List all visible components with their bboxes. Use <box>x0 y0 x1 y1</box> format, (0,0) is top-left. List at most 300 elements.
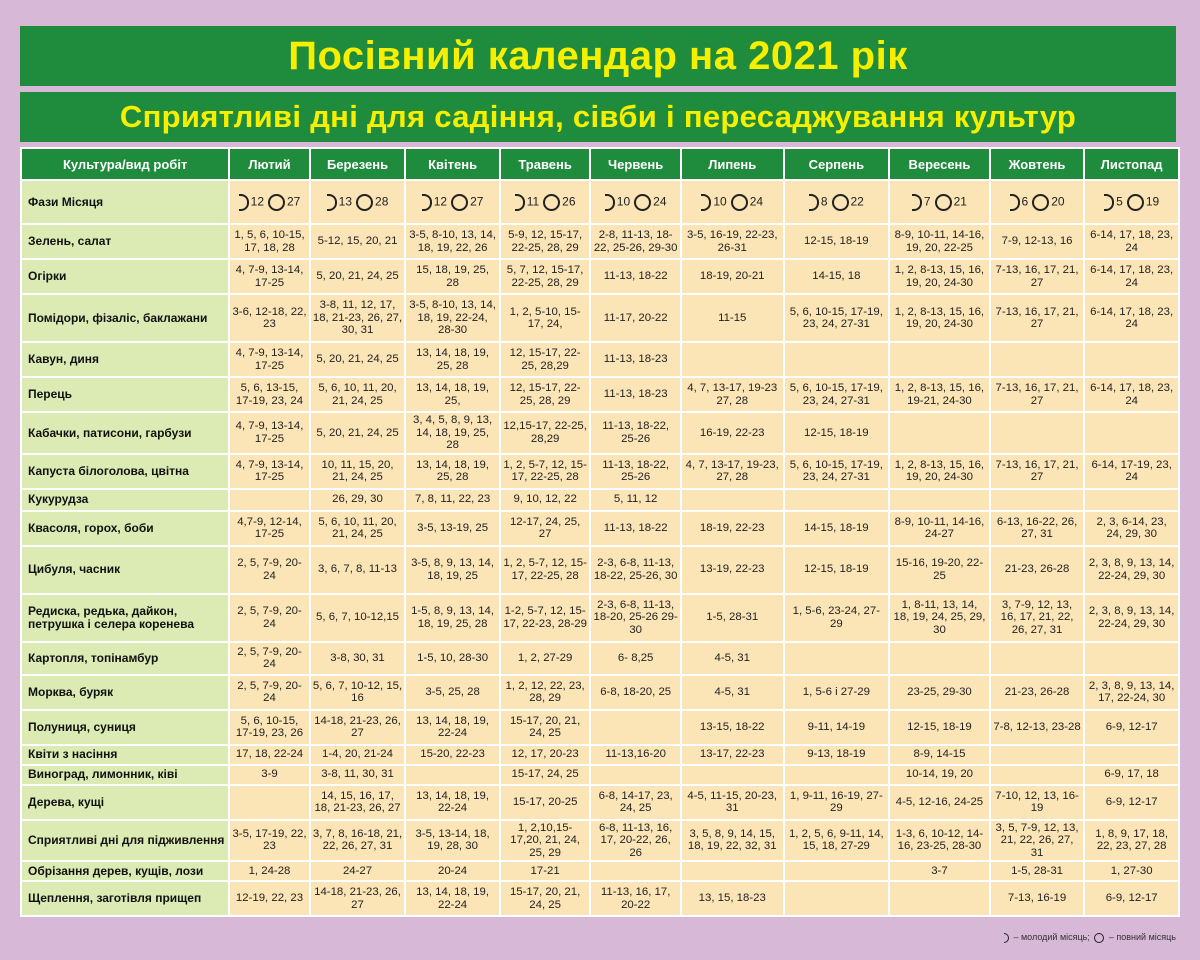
table-cell: 1, 2, 5, 6, 9-11, 14, 15, 18, 27-29 <box>785 821 889 861</box>
row-label: Фази Місяця <box>22 181 228 223</box>
table-cell: 14-15, 18 <box>785 260 889 293</box>
column-header-month: Травень <box>501 149 590 179</box>
table-cell: 5, 6, 10-15, 17-19, 23, 26 <box>230 711 308 744</box>
full-moon-icon <box>356 194 373 211</box>
table-cell: 26, 29, 30 <box>311 490 405 510</box>
table-cell: 1, 2, 5-10, 15-17, 24, <box>501 295 590 341</box>
table-cell: 17, 18, 22-24 <box>230 746 308 764</box>
table-cell: 7-13, 16, 17, 21, 27 <box>991 378 1084 411</box>
table-cell: 3-5, 25, 28 <box>406 676 499 709</box>
row-label: Зелень, салат <box>22 225 228 258</box>
table-cell: 1, 5-6, 23-24, 27-29 <box>785 595 889 641</box>
table-cell: 3-5, 16-19, 22-23, 26-31 <box>682 225 783 258</box>
table-cell: 12,15-17, 22-25, 28,29 <box>501 413 590 453</box>
moon-phase-cell <box>890 181 989 223</box>
new-moon-icon <box>239 194 249 211</box>
column-header-month: Серпень <box>785 149 889 179</box>
table-cell: 5, 6, 10-15, 17-19, 23, 24, 27-31 <box>785 295 889 341</box>
table-cell: 13, 14, 18, 19, 22-24 <box>406 786 499 819</box>
row-label: Помідори, фізаліс, баклажани <box>22 295 228 341</box>
table-cell: 7-13, 16, 17, 21, 27 <box>991 260 1084 293</box>
table-cell: 3-5, 13-14, 18, 19, 28, 30 <box>406 821 499 861</box>
full-moon-day: 21 <box>953 194 967 209</box>
table-cell: 1-5, 8, 9, 13, 14, 18, 19, 25, 28 <box>406 595 499 641</box>
table-cell <box>682 862 783 880</box>
table-cell: 13, 14, 18, 19, 25, 28 <box>406 455 499 488</box>
table-row <box>22 676 1178 709</box>
table-row <box>22 786 1178 819</box>
table-cell <box>991 490 1084 510</box>
table-cell: 5, 20, 21, 24, 25 <box>311 343 405 376</box>
full-moon-day: 27 <box>470 194 484 209</box>
new-moon-day: 6 <box>1021 194 1029 209</box>
column-header-month: Червень <box>591 149 680 179</box>
table-cell: 15-17, 24, 25 <box>501 766 590 784</box>
column-header-month: Жовтень <box>991 149 1084 179</box>
table-cell: 5, 6, 13-15, 17-19, 23, 24 <box>230 378 308 411</box>
table-cell: 3-5, 17-19, 22, 23 <box>230 821 308 861</box>
new-moon-day: 12 <box>433 194 448 209</box>
full-moon-icon <box>935 194 952 211</box>
table-cell <box>230 786 308 819</box>
table-cell: 3, 6, 7, 8, 11-13 <box>311 547 405 593</box>
table-cell <box>785 643 889 674</box>
row-label: Картопля, топінамбур <box>22 643 228 674</box>
table-cell: 6-9, 12-17 <box>1085 786 1178 819</box>
table-cell: 7-10, 12, 13, 16-19 <box>991 786 1084 819</box>
full-moon-icon <box>731 194 748 211</box>
column-header-month: Вересень <box>890 149 989 179</box>
full-moon-day: 26 <box>562 194 576 209</box>
new-moon-day: 11 <box>526 194 540 209</box>
table-cell: 12, 15-17, 22-25, 28, 29 <box>501 378 590 411</box>
table-cell: 4, 7-9, 13-14, 17-25 <box>230 343 308 376</box>
moon-phase-cell <box>682 181 783 223</box>
full-moon-icon <box>543 194 560 211</box>
table-row <box>22 455 1178 488</box>
table-cell: 13, 14, 18, 19, 22-24 <box>406 711 499 744</box>
table-cell: 7-13, 16, 17, 21, 27 <box>991 455 1084 488</box>
table-cell: 5, 20, 21, 24, 25 <box>311 413 405 453</box>
full-moon-day: 24 <box>749 194 764 209</box>
table-cell: 11-15 <box>682 295 783 341</box>
table-cell: 8-9, 10-11, 14-16, 19, 20, 22-25 <box>890 225 989 258</box>
table-cell <box>890 882 989 915</box>
table-cell: 8-9, 10-11, 14-16, 24-27 <box>890 512 989 545</box>
full-moon-icon <box>451 194 468 211</box>
new-moon-icon <box>912 194 922 211</box>
table-cell: 1, 2, 12, 22, 23, 28, 29 <box>501 676 590 709</box>
table-row <box>22 882 1178 915</box>
table-cell: 11-13, 18-22 <box>591 260 680 293</box>
row-label: Сприятливі дні для підживлення <box>22 821 228 861</box>
table-cell: 11-17, 20-22 <box>591 295 680 341</box>
table-cell: 12, 17, 20-23 <box>501 746 590 764</box>
table-cell: 1, 2, 5-7, 12, 15-17, 22-25, 28 <box>501 455 590 488</box>
table-cell <box>1085 746 1178 764</box>
table-cell: 20-24 <box>406 862 499 880</box>
table-cell <box>890 643 989 674</box>
table-cell: 12-15, 18-19 <box>890 711 989 744</box>
table-cell: 1-2, 5-7, 12, 15-17, 22-23, 28-29 <box>501 595 590 641</box>
table-row <box>22 766 1178 784</box>
table-cell: 15-17, 20, 21, 24, 25 <box>501 711 590 744</box>
row-label: Полуниця, суниця <box>22 711 228 744</box>
table-cell: 4-5, 31 <box>682 643 783 674</box>
table-cell: 3-8, 11, 12, 17, 18, 21-23, 26, 27, 30, 31 <box>311 295 405 341</box>
row-label: Обрізання дерев, кущів, лози <box>22 862 228 880</box>
table-cell: 14-18, 21-23, 26, 27 <box>311 711 405 744</box>
row-label: Кабачки, патисони, гарбузи <box>22 413 228 453</box>
table-cell <box>1085 413 1178 453</box>
table-cell: 18-19, 20-21 <box>682 260 783 293</box>
table-cell: 6-14, 17, 18, 23, 24 <box>1085 225 1178 258</box>
table-cell: 13, 15, 18-23 <box>682 882 783 915</box>
table-cell: 3-5, 8-10, 13, 14, 18, 19, 22, 26 <box>406 225 499 258</box>
table-cell: 1-5, 28-31 <box>682 595 783 641</box>
table-cell: 2, 5, 7-9, 20-24 <box>230 643 308 674</box>
column-header-month: Лютий <box>230 149 308 179</box>
table-cell: 1, 2, 5-7, 12, 15-17, 22-25, 28 <box>501 547 590 593</box>
table-cell: 3-8, 11, 30, 31 <box>311 766 405 784</box>
table-cell: 5, 11, 12 <box>591 490 680 510</box>
table-cell <box>991 413 1084 453</box>
table-cell: 11-13, 18-22 <box>591 512 680 545</box>
table-cell: 14, 15, 16, 17, 18, 21-23, 26, 27 <box>311 786 405 819</box>
new-moon-day: 10 <box>713 194 727 209</box>
moon-phase-cell <box>785 181 889 223</box>
table-cell: 11-13,16-20 <box>591 746 680 764</box>
table-cell: 15-16, 19-20, 22-25 <box>890 547 989 593</box>
table-cell: 3-9 <box>230 766 308 784</box>
table-cell: 1-4, 20, 21-24 <box>311 746 405 764</box>
table-cell: 2, 3, 8, 9, 13, 14, 17, 22-24, 30 <box>1085 676 1178 709</box>
table-cell: 15-20, 22-23 <box>406 746 499 764</box>
table-cell <box>785 490 889 510</box>
moon-phase-cell <box>311 181 405 223</box>
legend-full-moon-text: – повний місяць <box>1108 932 1176 942</box>
table-row <box>22 295 1178 341</box>
row-label: Квіти з насіння <box>22 746 228 764</box>
table-cell: 5, 6, 10, 11, 20, 21, 24, 25 <box>311 378 405 411</box>
table-cell: 13, 14, 18, 19, 25, <box>406 378 499 411</box>
row-label: Виноград, лимонник, ківі <box>22 766 228 784</box>
table-header-row <box>22 149 1178 179</box>
table-cell: 4, 7-9, 13-14, 17-25 <box>230 413 308 453</box>
table-cell: 5, 6, 10, 11, 20, 21, 24, 25 <box>311 512 405 545</box>
table-cell: 1, 27-30 <box>1085 862 1178 880</box>
table-cell: 3, 5, 7-9, 12, 13, 21, 22, 26, 27, 31 <box>991 821 1084 861</box>
new-moon-day: 5 <box>1116 194 1123 209</box>
table-cell: 1, 2, 8-13, 15, 16, 19-21, 24-30 <box>890 378 989 411</box>
table-row <box>22 643 1178 674</box>
table-cell <box>785 343 889 376</box>
table-cell: 18-19, 22-23 <box>682 512 783 545</box>
table-cell: 2-3, 6-8, 11-13, 18-20, 25-26 29-30 <box>591 595 680 641</box>
table-cell <box>991 643 1084 674</box>
new-moon-day: 13 <box>338 194 353 209</box>
table-cell: 6-8, 11-13, 16, 17, 20-22, 26, 26 <box>591 821 680 861</box>
table-row <box>22 711 1178 744</box>
table-row <box>22 343 1178 376</box>
table-cell: 6-8, 14-17, 23, 24, 25 <box>591 786 680 819</box>
new-moon-day: 10 <box>616 194 631 209</box>
legend-new-moon-text: – молодий місяць; <box>1013 932 1090 942</box>
row-label: Щеплення, заготівля прищеп <box>22 882 228 915</box>
table-cell <box>1085 643 1178 674</box>
table-cell: 13, 14, 18, 19, 22-24 <box>406 882 499 915</box>
table-cell: 13-17, 22-23 <box>682 746 783 764</box>
full-moon-day: 22 <box>850 194 864 209</box>
table-cell: 4-5, 12-16, 24-25 <box>890 786 989 819</box>
table-cell: 8-9, 14-15 <box>890 746 989 764</box>
table-cell: 12-15, 18-19 <box>785 225 889 258</box>
new-moon-icon <box>422 194 432 211</box>
table-cell: 4, 7-9, 13-14, 17-25 <box>230 260 308 293</box>
table-row <box>22 862 1178 880</box>
table-cell <box>991 746 1084 764</box>
full-moon-icon <box>1094 933 1104 943</box>
sowing-calendar-table <box>20 147 1180 917</box>
table-cell: 7-13, 16-19 <box>991 882 1084 915</box>
table-cell: 6-9, 17, 18 <box>1085 766 1178 784</box>
table-row <box>22 378 1178 411</box>
table-cell: 14-15, 18-19 <box>785 512 889 545</box>
table-cell: 5-9, 12, 15-17, 22-25, 28, 29 <box>501 225 590 258</box>
new-moon-icon <box>809 194 819 211</box>
table-cell: 1-5, 28-31 <box>991 862 1084 880</box>
table-cell: 5, 7, 12, 15-17, 22-25, 28, 29 <box>501 260 590 293</box>
row-label: Дерева, кущі <box>22 786 228 819</box>
table-cell: 2-8, 11-13, 18-22, 25-26, 29-30 <box>591 225 680 258</box>
table-cell: 1-3, 6, 10-12, 14-16, 23-25, 28-30 <box>890 821 989 861</box>
column-header-month: Квітень <box>406 149 499 179</box>
table-cell: 14-18, 21-23, 26, 27 <box>311 882 405 915</box>
moon-phase-cell <box>991 181 1084 223</box>
table-cell: 1, 2, 8-13, 15, 16, 19, 20, 24-30 <box>890 260 989 293</box>
table-cell: 1, 2, 8-13, 15, 16, 19, 20, 24-30 <box>890 295 989 341</box>
table-cell: 13, 14, 18, 19, 25, 28 <box>406 343 499 376</box>
table-cell <box>991 343 1084 376</box>
new-moon-icon <box>515 194 525 211</box>
table-cell <box>591 862 680 880</box>
table-cell: 13-15, 18-22 <box>682 711 783 744</box>
moon-phase-cell <box>406 181 499 223</box>
table-cell: 4, 7-9, 13-14, 17-25 <box>230 455 308 488</box>
table-cell: 1, 5-6 і 27-29 <box>785 676 889 709</box>
table-cell: 4-5, 11-15, 20-23, 31 <box>682 786 783 819</box>
column-header-month: Листопад <box>1085 149 1178 179</box>
row-label: Цибуля, часник <box>22 547 228 593</box>
table-cell: 6-9, 12-17 <box>1085 711 1178 744</box>
table-cell: 6-8, 18-20, 25 <box>591 676 680 709</box>
table-cell: 4-5, 31 <box>682 676 783 709</box>
row-label: Кавун, диня <box>22 343 228 376</box>
table-cell: 13-19, 22-23 <box>682 547 783 593</box>
table-cell: 15-17, 20-25 <box>501 786 590 819</box>
column-header-crop: Культура/вид робіт <box>22 149 228 179</box>
table-cell: 9-13, 18-19 <box>785 746 889 764</box>
table-cell: 3-7 <box>890 862 989 880</box>
new-moon-day: 7 <box>923 194 931 209</box>
moon-phase-cell <box>501 181 590 223</box>
table-cell <box>785 862 889 880</box>
table-cell: 2, 5, 7-9, 20-24 <box>230 547 308 593</box>
table-row <box>22 547 1178 593</box>
table-cell: 2, 3, 8, 9, 13, 14, 22-24, 29, 30 <box>1085 547 1178 593</box>
table-row <box>22 595 1178 641</box>
new-moon-icon <box>1004 933 1009 943</box>
table-cell: 5, 6, 7, 10-12,15 <box>311 595 405 641</box>
table-cell: 6- 8,25 <box>591 643 680 674</box>
table-cell <box>1085 490 1178 510</box>
row-label: Огірки <box>22 260 228 293</box>
table-cell: 5-12, 15, 20, 21 <box>311 225 405 258</box>
table-cell: 3, 7-9, 12, 13, 16, 17, 21, 22, 26, 27, 31 <box>991 595 1084 641</box>
table-cell: 2-3, 6-8, 11-13, 18-22, 25-26, 30 <box>591 547 680 593</box>
table-cell <box>406 766 499 784</box>
table-cell <box>991 766 1084 784</box>
full-moon-day: 27 <box>287 194 301 209</box>
table-row <box>22 821 1178 861</box>
table-cell: 3-6, 12-18, 22, 23 <box>230 295 308 341</box>
table-cell: 3, 5, 8, 9, 14, 15, 18, 19, 22, 32, 31 <box>682 821 783 861</box>
row-label: Капуста білоголова, цвітна <box>22 455 228 488</box>
table-cell: 12-15, 18-19 <box>785 547 889 593</box>
table-cell <box>682 490 783 510</box>
table-cell: 3-5, 13-19, 25 <box>406 512 499 545</box>
table-cell: 1, 8, 9, 17, 18, 22, 23, 27, 28 <box>1085 821 1178 861</box>
table-cell: 1, 9-11, 16-19, 27-29 <box>785 786 889 819</box>
table-cell: 5, 20, 21, 24, 25 <box>311 260 405 293</box>
table-cell: 11-13, 18-22, 25-26 <box>591 455 680 488</box>
row-label: Морква, буряк <box>22 676 228 709</box>
table-cell: 1, 5, 6, 10-15, 17, 18, 28 <box>230 225 308 258</box>
table-cell: 4, 7, 13-17, 19-23 27, 28 <box>682 378 783 411</box>
table-cell <box>591 711 680 744</box>
row-label: Перець <box>22 378 228 411</box>
table-cell: 7-9, 12-13, 16 <box>991 225 1084 258</box>
table-cell: 6-14, 17, 18, 23, 24 <box>1085 260 1178 293</box>
moon-phase-cell <box>591 181 680 223</box>
new-moon-icon <box>1104 194 1114 211</box>
table-cell: 9-11, 14-19 <box>785 711 889 744</box>
table-row <box>22 490 1178 510</box>
table-cell: 3, 7, 8, 16-18, 21, 22, 26, 27, 31 <box>311 821 405 861</box>
new-moon-day: 12 <box>250 194 264 209</box>
table-cell: 1, 2,10,15-17,20, 21, 24, 25, 29 <box>501 821 590 861</box>
table-cell <box>785 882 889 915</box>
table-cell: 11-13, 16, 17, 20-22 <box>591 882 680 915</box>
table-cell: 11-13, 18-23 <box>591 378 680 411</box>
table-cell: 3, 4, 5, 8, 9, 13, 14, 18, 19, 25, 28 <box>406 413 499 453</box>
table-cell <box>591 766 680 784</box>
table-cell: 3-5, 8, 9, 13, 14, 18, 19, 25 <box>406 547 499 593</box>
table-cell: 12-19, 22, 23 <box>230 882 308 915</box>
table-cell: 5, 6, 10-15, 17-19, 23, 24, 27-31 <box>785 455 889 488</box>
table-cell <box>1085 343 1178 376</box>
column-header-month: Липень <box>682 149 783 179</box>
table-cell: 2, 3, 6-14, 23, 24, 29, 30 <box>1085 512 1178 545</box>
table-cell: 5, 6, 7, 10-12, 15, 16 <box>311 676 405 709</box>
new-moon-icon <box>605 194 615 211</box>
table-cell: 1, 2, 27-29 <box>501 643 590 674</box>
table-cell: 3-8, 30, 31 <box>311 643 405 674</box>
table-cell: 15-17, 20, 21, 24, 25 <box>501 882 590 915</box>
table-row <box>22 225 1178 258</box>
full-moon-day: 19 <box>1145 194 1160 209</box>
moon-phase-cell <box>1085 181 1178 223</box>
table-cell: 6-9, 12-17 <box>1085 882 1178 915</box>
table-cell: 1, 8-11, 13, 14, 18, 19, 24, 25, 29, 30 <box>890 595 989 641</box>
table-cell: 4, 7, 13-17, 19-23, 27, 28 <box>682 455 783 488</box>
moon-phase-row <box>22 181 1178 223</box>
table-cell: 5, 6, 10-15, 17-19, 23, 24, 27-31 <box>785 378 889 411</box>
table-cell: 4,7-9, 12-14, 17-25 <box>230 512 308 545</box>
column-header-month: Березень <box>311 149 405 179</box>
table-row <box>22 413 1178 453</box>
table-cell: 11-13, 18-23 <box>591 343 680 376</box>
row-label: Редиска, редька, дайкон, петрушка і селера коренева <box>22 595 228 641</box>
table-cell: 12, 15-17, 22-25, 28,29 <box>501 343 590 376</box>
table-cell: 17-21 <box>501 862 590 880</box>
full-moon-day: 28 <box>375 194 389 209</box>
full-moon-day: 20 <box>1051 194 1065 209</box>
table-cell: 1, 24-28 <box>230 862 308 880</box>
full-moon-icon <box>634 194 651 211</box>
full-moon-icon <box>268 194 285 211</box>
table-cell: 6-14, 17, 18, 23, 24 <box>1085 295 1178 341</box>
table-cell: 6-13, 16-22, 26, 27, 31 <box>991 512 1084 545</box>
table-cell: 2, 5, 7-9, 20-24 <box>230 595 308 641</box>
row-label: Квасоля, горох, боби <box>22 512 228 545</box>
table-cell <box>785 766 889 784</box>
table-cell: 7-8, 12-13, 23-28 <box>991 711 1084 744</box>
full-moon-icon <box>1032 194 1049 211</box>
table-row <box>22 746 1178 764</box>
table-cell: 2, 5, 7-9, 20-24 <box>230 676 308 709</box>
table-cell: 24-27 <box>311 862 405 880</box>
table-cell: 21-23, 26-28 <box>991 547 1084 593</box>
page-subtitle: Сприятливі дні для садіння, сівби і пересаджування культур <box>20 92 1176 142</box>
table-cell: 16-19, 22-23 <box>682 413 783 453</box>
table-cell: 7, 8, 11, 22, 23 <box>406 490 499 510</box>
table-cell: 10-14, 19, 20 <box>890 766 989 784</box>
page-title: Посівний календар на 2021 рік <box>20 26 1176 86</box>
table-row <box>22 512 1178 545</box>
table-row <box>22 260 1178 293</box>
table-cell: 15, 18, 19, 25, 28 <box>406 260 499 293</box>
table-cell <box>890 343 989 376</box>
table-cell: 6-14, 17-19, 23, 24 <box>1085 455 1178 488</box>
table-cell: 1-5, 10, 28-30 <box>406 643 499 674</box>
moon-phase-cell <box>230 181 308 223</box>
full-moon-icon <box>1127 194 1144 211</box>
table-cell <box>890 490 989 510</box>
new-moon-icon <box>327 194 337 211</box>
full-moon-day: 24 <box>653 194 667 209</box>
legend <box>1004 932 1176 943</box>
table-cell: 21-23, 26-28 <box>991 676 1084 709</box>
table-cell: 12-17, 24, 25, 27 <box>501 512 590 545</box>
table-cell <box>890 413 989 453</box>
table-cell: 2, 3, 8, 9, 13, 14, 22-24, 29, 30 <box>1085 595 1178 641</box>
full-moon-icon <box>832 194 849 211</box>
new-moon-icon <box>701 194 711 211</box>
table-cell: 12-15, 18-19 <box>785 413 889 453</box>
table-cell: 23-25, 29-30 <box>890 676 989 709</box>
row-label: Кукурудза <box>22 490 228 510</box>
